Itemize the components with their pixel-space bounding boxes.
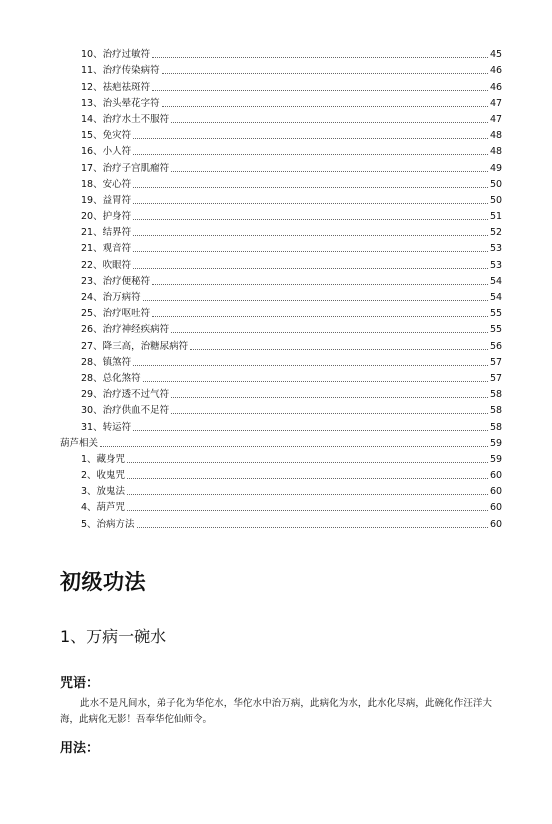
toc-entry-page-number: 46 (490, 65, 503, 77)
toc-entry-title: 29、治疗透不过气符 (81, 389, 170, 401)
toc-entry-title: 16、小人符 (81, 146, 132, 158)
toc-entry[interactable] (0, 416, 552, 432)
toc-dot-leader (171, 121, 488, 123)
toc-entry[interactable] (0, 481, 552, 497)
toc-dot-leader (162, 72, 488, 74)
toc-dot-leader (133, 202, 488, 204)
toc-entry-title: 12、祛疤祛斑符 (81, 81, 151, 93)
toc-dot-leader (152, 315, 488, 317)
toc-entry-title: 2、收鬼咒 (81, 470, 126, 482)
toc-dot-leader (133, 153, 488, 155)
toc-dot-leader (133, 267, 488, 269)
toc-entry[interactable] (0, 368, 552, 384)
toc-entry-title: 30、治疗供血不足符 (81, 405, 170, 417)
toc-entry-title: 10、治疗过敏符 (81, 49, 151, 61)
toc-entry-page-number: 59 (490, 437, 503, 449)
toc-dot-leader (127, 493, 488, 495)
toc-entry[interactable] (0, 335, 552, 351)
toc-entry[interactable] (0, 125, 552, 141)
toc-entry-page-number: 45 (490, 49, 503, 61)
toc-entry[interactable] (0, 400, 552, 416)
toc-entry-page-number: 52 (490, 227, 503, 239)
toc-entry-title: 21、结界符 (81, 227, 132, 239)
toc-entry-page-number: 60 (490, 470, 503, 482)
toc-entry[interactable] (0, 513, 552, 529)
toc-entry-title: 22、吹眼符 (81, 259, 132, 271)
toc-dot-leader (162, 105, 488, 107)
toc-entry-title: 26、治疗神经疾病符 (81, 324, 170, 336)
toc-entry[interactable] (0, 93, 552, 109)
toc-dot-leader (127, 509, 488, 511)
toc-entry-page-number: 60 (490, 518, 503, 530)
toc-entry-title: 19、益胃符 (81, 194, 132, 206)
toc-entry[interactable] (0, 60, 552, 76)
toc-dot-leader (133, 429, 488, 431)
toc-entry-title: 28、总化煞符 (81, 372, 141, 384)
toc-entry-page-number: 60 (490, 486, 503, 498)
toc-entry-page-number: 60 (490, 502, 503, 514)
toc-entry[interactable] (0, 190, 552, 206)
toc-entry[interactable] (0, 238, 552, 254)
toc-entry-page-number: 58 (490, 405, 503, 417)
toc-dot-leader (143, 299, 488, 301)
toc-entry-page-number: 48 (490, 146, 503, 158)
toc-entry-page-number: 51 (490, 211, 503, 223)
toc-dot-leader (133, 234, 488, 236)
toc-entry-title: 20、护身符 (81, 211, 132, 223)
toc-dot-leader (133, 250, 488, 252)
toc-entry-title: 31、转运符 (81, 421, 132, 433)
toc-dot-leader (100, 445, 488, 447)
toc-entry-page-number: 47 (490, 113, 503, 125)
toc-entry[interactable] (0, 206, 552, 222)
toc-dot-leader (133, 364, 488, 366)
toc-entry-page-number: 55 (490, 308, 503, 320)
toc-entry[interactable] (0, 109, 552, 125)
toc-entry-page-number: 56 (490, 340, 503, 352)
toc-entry-title: 5、治病方法 (81, 518, 135, 530)
toc-entry-page-number: 59 (490, 453, 503, 465)
toc-entry-title: 3、放鬼法 (81, 486, 126, 498)
toc-entry-title: 23、治疗便秘符 (81, 275, 151, 287)
toc-entry[interactable] (0, 174, 552, 190)
toc-entry-title: 24、治万病符 (81, 292, 141, 303)
toc-entry-title: 21、观音符 (81, 243, 132, 255)
toc-entry[interactable] (0, 449, 552, 465)
toc-entry[interactable] (0, 287, 552, 303)
toc-entry[interactable] (0, 254, 552, 270)
toc-dot-leader (152, 283, 488, 285)
toc-entry-title: 14、治疗水土不服符 (81, 113, 170, 125)
toc-dot-leader (143, 380, 488, 382)
toc-entry[interactable] (0, 465, 552, 481)
toc-entry-title: 1、藏身咒 (81, 453, 126, 465)
toc-entry[interactable] (0, 319, 552, 335)
toc-entry-page-number: 50 (490, 178, 503, 190)
toc-dot-leader (171, 331, 488, 333)
toc-entry[interactable] (0, 384, 552, 400)
toc-entry-page-number: 57 (490, 356, 503, 368)
toc-entry-title: 11、治疗传染病符 (81, 65, 160, 77)
toc-entry[interactable] (0, 157, 552, 173)
toc-entry-page-number: 55 (490, 324, 503, 336)
incantation-text: 此水不是凡间水，弟子化为华佗水，华佗水中治万病，此病化为水，此水化尽病，此碗化作汪洋大海，此病化无影！吾奉华佗仙师令。 (60, 698, 492, 725)
toc-entry-page-number: 48 (490, 130, 503, 142)
toc-entry-title: 13、治头晕花字符 (81, 97, 160, 109)
toc-entry[interactable] (0, 44, 552, 60)
toc-dot-leader (171, 412, 488, 414)
toc-dot-leader (171, 170, 488, 172)
toc-entry-page-number: 58 (490, 421, 503, 433)
toc-dot-leader (127, 461, 488, 463)
toc-entry-title: 28、镇煞符 (81, 356, 132, 368)
toc-dot-leader (152, 56, 488, 58)
toc-entry-page-number: 54 (490, 275, 503, 287)
toc-dot-leader (171, 396, 488, 398)
section-title: 1、万病一碗水 (60, 627, 167, 646)
toc-entry[interactable] (0, 222, 552, 238)
toc-entry-title: 17、治疗子宫肌瘤符 (81, 162, 170, 174)
toc-entry-title: 4、葫芦咒 (81, 502, 126, 514)
toc-dot-leader (133, 218, 488, 220)
usage-label: 用法： (60, 741, 100, 756)
table-of-contents (0, 44, 552, 530)
toc-dot-leader (190, 348, 488, 350)
toc-entry-title: 15、免灾符 (81, 130, 132, 142)
toc-entry-page-number: 57 (490, 372, 503, 384)
toc-entry[interactable] (0, 271, 552, 287)
toc-dot-leader (127, 477, 488, 479)
toc-entry-page-number: 49 (490, 162, 503, 174)
toc-entry-page-number: 47 (490, 97, 503, 109)
toc-entry[interactable] (0, 141, 552, 157)
toc-dot-leader (133, 137, 488, 139)
toc-dot-leader (133, 186, 488, 188)
toc-entry-page-number: 54 (490, 292, 503, 303)
toc-entry-title: 18、安心符 (81, 178, 132, 190)
toc-dot-leader (152, 89, 488, 91)
toc-entry-title: 葫芦相关 (60, 437, 99, 449)
toc-entry-page-number: 46 (490, 81, 503, 93)
incantation-label: 咒语： (60, 676, 100, 691)
toc-entry-title: 25、治疗呕吐符 (81, 308, 151, 320)
toc-entry-page-number: 53 (490, 243, 503, 255)
toc-entry[interactable] (0, 497, 552, 513)
toc-entry[interactable] (0, 76, 552, 92)
toc-entry[interactable] (0, 433, 552, 449)
toc-entry-page-number: 58 (490, 389, 503, 401)
toc-entry[interactable] (0, 352, 552, 368)
chapter-title: 初级功法 (60, 570, 146, 594)
toc-entry-title: 27、降三高，治糖尿病符 (81, 340, 189, 352)
toc-entry-page-number: 50 (490, 194, 503, 206)
toc-dot-leader (137, 526, 488, 528)
toc-entry-page-number: 53 (490, 259, 503, 271)
toc-entry[interactable] (0, 303, 552, 319)
